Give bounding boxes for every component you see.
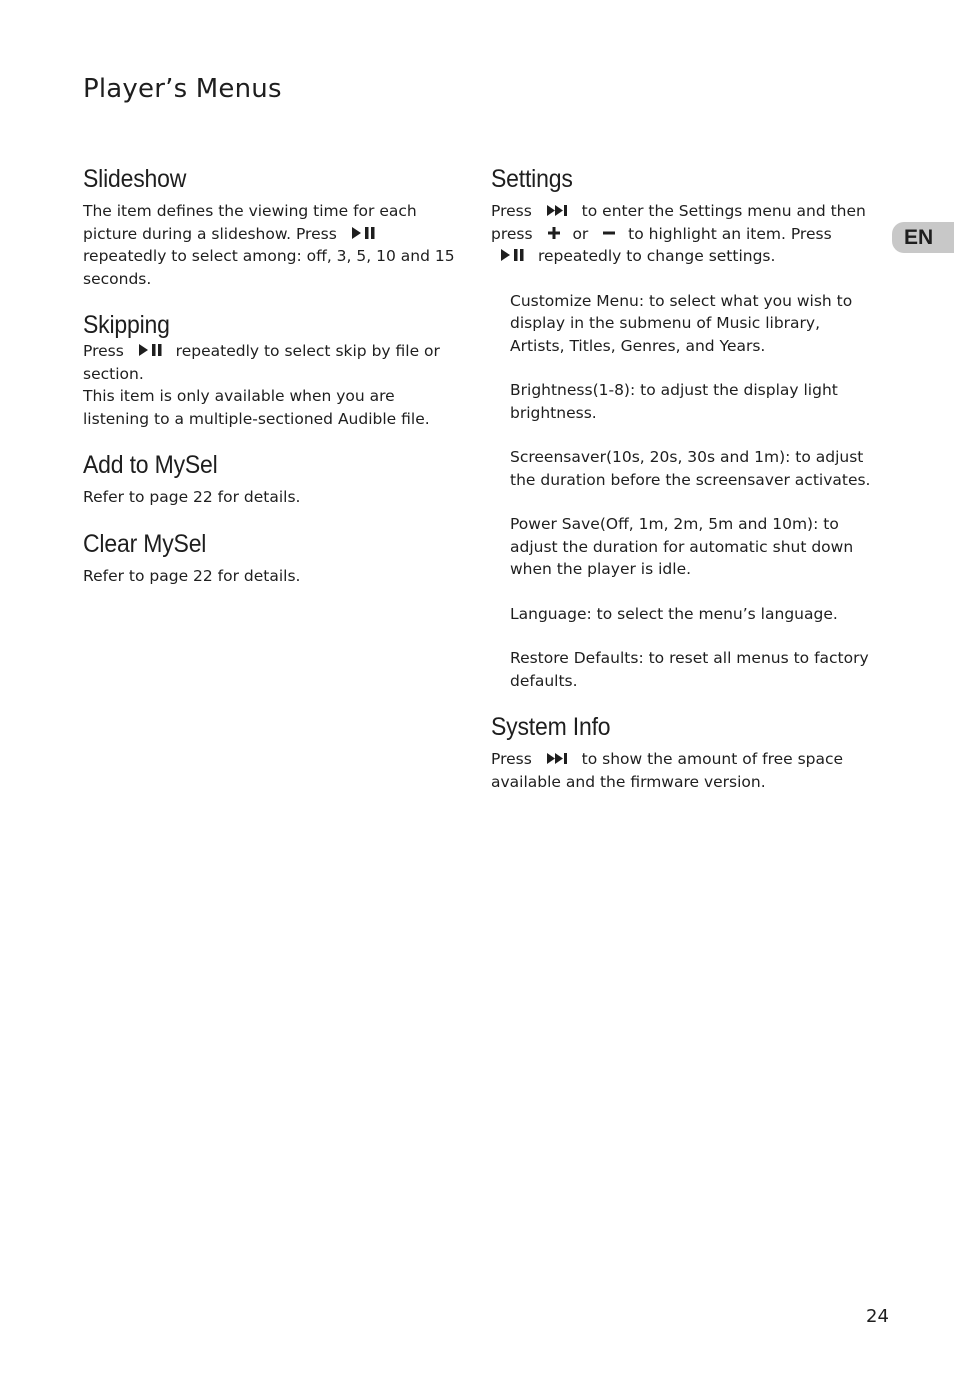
skipping-heading: Skipping bbox=[83, 311, 170, 339]
settings-item-screensaver: Screensaver(10s, 20s, 30s and 1m): to adjust the duration before the screensaver activates. bbox=[510, 448, 871, 489]
clear-mysel-section bbox=[83, 529, 463, 588]
settings-list bbox=[491, 290, 876, 693]
play-pause-icon bbox=[352, 227, 376, 239]
settings-item-language: Language: to select the menu’s language. bbox=[510, 604, 838, 623]
settings-item-restore-defaults: Restore Defaults: to reset all menus to factory defaults. bbox=[510, 649, 869, 690]
plus-icon bbox=[548, 227, 560, 239]
slideshow-text-b: repeatedly to select among: off, 3, 5, 10 and 15 seconds. bbox=[83, 247, 455, 288]
play-pause-icon bbox=[501, 249, 525, 261]
settings-intro bbox=[491, 200, 876, 268]
skipping-section bbox=[83, 310, 463, 430]
system-info-text-b: to show the amount of free space available and the firmware version. bbox=[491, 750, 844, 791]
settings-item-customize-menu: Customize Menu: to select what you wish to display in the submenu of Music library, Artists, Titles, Genres, and Years. bbox=[510, 291, 853, 355]
language-tab-label: EN bbox=[904, 225, 934, 249]
settings-intro-b: to enter the Settings menu and then press bbox=[491, 202, 866, 243]
slideshow-heading: Slideshow bbox=[83, 165, 187, 193]
system-info-text-a: Press bbox=[491, 750, 532, 768]
add-to-mysel-text: Refer to page 22 for details. bbox=[83, 488, 301, 506]
skipping-note: This item is only available when you are listening to a multiple-sectioned Audible file. bbox=[83, 387, 430, 428]
skip-next-icon bbox=[547, 205, 569, 216]
settings-intro-d: to highlight an item. Press bbox=[628, 224, 832, 243]
skipping-text-a: Press bbox=[83, 342, 124, 360]
page-title: Player’s Menus bbox=[83, 74, 282, 104]
clear-mysel-text: Refer to page 22 for details. bbox=[83, 566, 301, 585]
page-number: 24 bbox=[866, 1306, 889, 1327]
system-info-text bbox=[491, 748, 876, 793]
settings-intro-e: repeatedly to change settings. bbox=[537, 247, 776, 265]
slideshow-text-a: The item defines the viewing time for each picture during a slideshow. Press bbox=[83, 202, 417, 243]
slideshow-text bbox=[83, 200, 463, 290]
minus-icon bbox=[603, 227, 615, 239]
add-to-mysel-section bbox=[83, 450, 463, 509]
settings-heading: Settings bbox=[491, 165, 573, 193]
skipping-text-b: repeatedly to select skip by file or section. bbox=[83, 342, 440, 383]
system-info-heading: System Info bbox=[491, 713, 611, 741]
system-info-section bbox=[491, 712, 876, 793]
right-column bbox=[491, 164, 876, 813]
left-column bbox=[83, 164, 463, 607]
play-pause-icon bbox=[139, 344, 163, 356]
add-to-mysel-heading: Add to MySel bbox=[83, 451, 218, 479]
skip-next-icon bbox=[547, 753, 569, 764]
slideshow-section bbox=[83, 164, 463, 290]
settings-item-brightness: Brightness(1-8): to adjust the display light brightness. bbox=[510, 381, 838, 422]
settings-intro-c: or bbox=[572, 224, 589, 243]
settings-section bbox=[491, 164, 876, 692]
settings-intro-a: Press bbox=[491, 202, 532, 220]
settings-item-power-save: Power Save(Off, 1m, 2m, 5m and 10m): to adjust the duration for automatic shut down when the player is idle. bbox=[510, 515, 854, 578]
language-tab bbox=[892, 222, 954, 253]
skipping-text bbox=[83, 340, 463, 385]
clear-mysel-heading: Clear MySel bbox=[83, 529, 207, 558]
